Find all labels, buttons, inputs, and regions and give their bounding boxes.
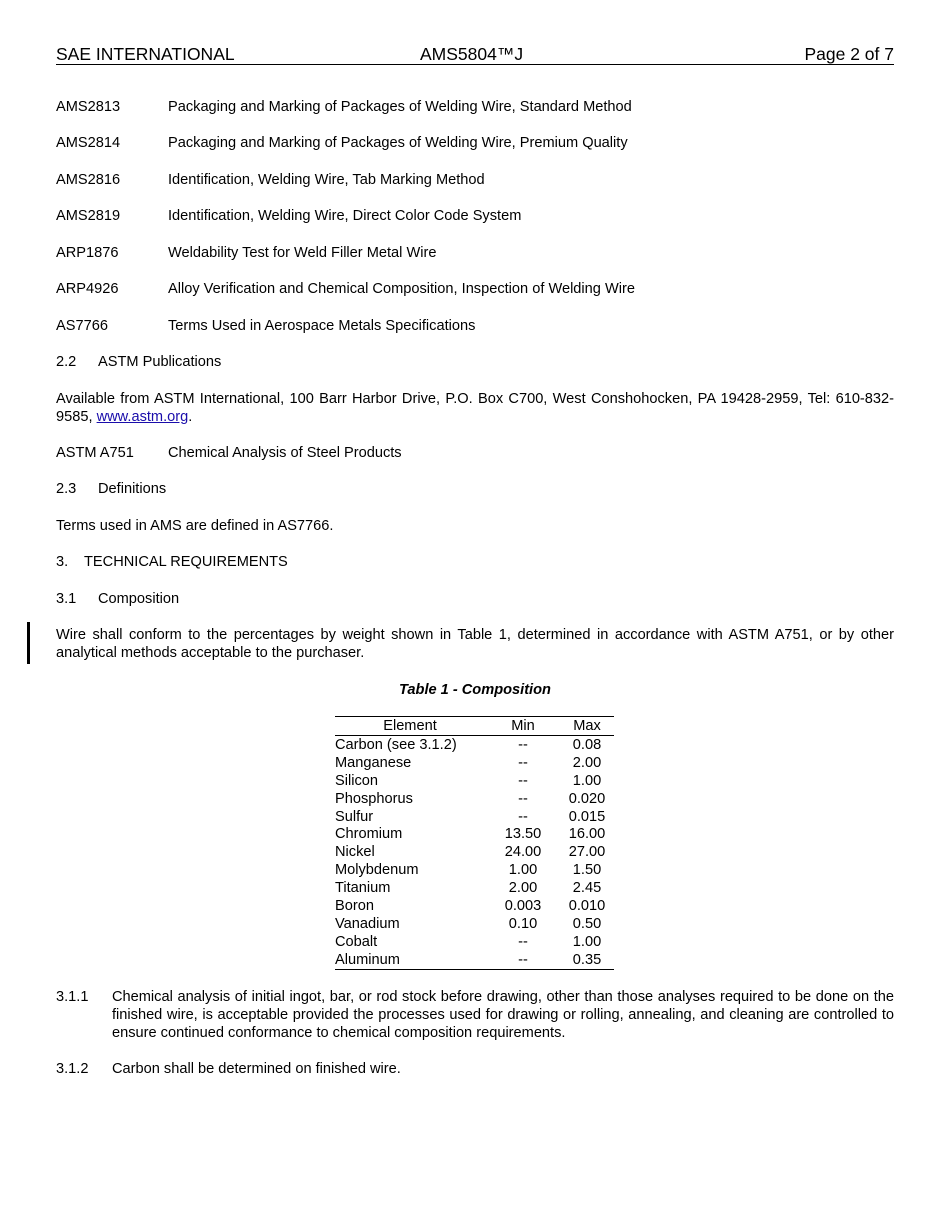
cell-max: 0.020 bbox=[568, 790, 606, 807]
column-header-min: Min bbox=[511, 718, 535, 734]
ref-code: ASTM A751 bbox=[56, 445, 134, 461]
ref-title: Packaging and Marking of Packages of Welding Wire, Premium Quality bbox=[168, 135, 628, 151]
subsection-text: Chemical analysis of initial ingot, bar, or rod stock before drawing, other than those analyses required to be done on the finished wire, is acceptable provided the processes used for drawing or rolling, annealing, and cleaning are controlled to ensure continued conformance to chemical composition requirements. bbox=[112, 989, 894, 1041]
column-header-element: Element bbox=[383, 718, 437, 734]
ref-title: Alloy Verification and Chemical Composition, Inspection of Welding Wire bbox=[168, 281, 635, 297]
ref-title: Terms Used in Aerospace Metals Specifications bbox=[168, 318, 476, 334]
cell-max: 0.08 bbox=[572, 737, 602, 753]
cell-element: Phosphorus bbox=[335, 790, 413, 807]
table-row bbox=[335, 861, 614, 879]
section-heading: Definitions bbox=[98, 481, 167, 497]
section-heading: TECHNICAL REQUIREMENTS bbox=[84, 554, 288, 570]
cell-max: 2.00 bbox=[572, 754, 602, 771]
cell-max: 0.010 bbox=[568, 898, 606, 915]
header-page-number: Page 2 of 7 bbox=[804, 44, 894, 64]
cell-max: 1.00 bbox=[572, 772, 602, 789]
revision-change-bar bbox=[27, 622, 30, 664]
ref-title: Identification, Welding Wire, Tab Marking Method bbox=[168, 172, 485, 188]
cell-min: -- bbox=[518, 933, 528, 950]
ref-title: Weldability Test for Weld Filler Metal Wire bbox=[168, 245, 437, 261]
cell-max: 16.00 bbox=[568, 826, 606, 843]
cell-max: 27.00 bbox=[568, 844, 606, 861]
table-row bbox=[335, 879, 614, 897]
availability-period: . bbox=[188, 409, 193, 425]
cell-element: Boron bbox=[335, 898, 374, 915]
cell-max: 1.00 bbox=[572, 933, 602, 950]
table-row bbox=[335, 772, 614, 790]
subsection-text: Carbon shall be determined on finished wire. bbox=[112, 1061, 401, 1077]
section-number: 2.2 bbox=[56, 354, 77, 370]
header-doc-id: AMS5804™J bbox=[420, 44, 524, 64]
cell-element: Titanium bbox=[335, 880, 391, 897]
definitions-text: Terms used in AMS are defined in AS7766. bbox=[56, 518, 334, 534]
page-header bbox=[56, 44, 894, 65]
ref-title: Identification, Welding Wire, Direct Color Code System bbox=[168, 208, 522, 224]
header-org: SAE INTERNATIONAL bbox=[56, 44, 235, 64]
ref-code: ARP1876 bbox=[56, 245, 119, 261]
cell-min: -- bbox=[518, 754, 528, 771]
cell-element: Aluminum bbox=[335, 951, 400, 968]
table-row bbox=[335, 736, 614, 754]
cell-element: Silicon bbox=[335, 772, 378, 789]
astm-link[interactable]: www.astm.org bbox=[96, 409, 189, 425]
cell-element: Cobalt bbox=[335, 933, 378, 950]
table-row bbox=[335, 843, 614, 861]
cell-max: 0.50 bbox=[572, 915, 602, 932]
cell-element: Nickel bbox=[335, 844, 375, 861]
table-row bbox=[335, 754, 614, 772]
composition-table bbox=[335, 716, 614, 970]
cell-min: 2.00 bbox=[508, 880, 538, 897]
cell-element: Carbon (see 3.1.2) bbox=[335, 737, 457, 753]
cell-max: 0.015 bbox=[568, 808, 606, 825]
table-header-row bbox=[335, 717, 614, 736]
cell-max: 2.45 bbox=[572, 880, 602, 897]
cell-min: 0.10 bbox=[508, 915, 538, 932]
ref-code: AMS2814 bbox=[56, 135, 121, 151]
table-row bbox=[335, 808, 614, 826]
cell-max: 0.35 bbox=[572, 951, 602, 968]
cell-element: Chromium bbox=[335, 826, 403, 843]
cell-min: -- bbox=[518, 951, 528, 968]
table-body bbox=[335, 736, 614, 969]
ref-title: Chemical Analysis of Steel Products bbox=[168, 445, 402, 461]
cell-min: 24.00 bbox=[504, 844, 542, 861]
table-row bbox=[335, 933, 614, 951]
composition-paragraph: Wire shall conform to the percentages by weight shown in Table 1, determined in accordance with ASTM A751, or by other analytical methods acceptable to the purchaser. bbox=[56, 627, 894, 661]
ref-code: AMS2819 bbox=[56, 208, 121, 224]
ref-code: AMS2816 bbox=[56, 172, 121, 188]
cell-element: Manganese bbox=[335, 754, 412, 771]
cell-min: -- bbox=[518, 737, 528, 753]
table-row bbox=[335, 951, 614, 969]
astm-availability-paragraph bbox=[56, 390, 894, 426]
cell-element: Sulfur bbox=[335, 808, 374, 825]
cell-min: 1.00 bbox=[508, 862, 538, 879]
cell-element: Vanadium bbox=[335, 915, 400, 932]
section-number: 3. bbox=[56, 554, 69, 570]
cell-min: 13.50 bbox=[504, 826, 542, 843]
cell-min: -- bbox=[518, 790, 528, 807]
section-heading: Composition bbox=[98, 591, 180, 607]
cell-max: 1.50 bbox=[572, 862, 602, 879]
ref-code: AS7766 bbox=[56, 318, 108, 334]
ref-title: Packaging and Marking of Packages of Welding Wire, Standard Method bbox=[168, 99, 632, 115]
subsection-number: 3.1.1 bbox=[56, 989, 89, 1005]
table-row bbox=[335, 825, 614, 843]
cell-min: -- bbox=[518, 772, 528, 789]
subsection-number: 3.1.2 bbox=[56, 1061, 89, 1077]
section-number: 3.1 bbox=[56, 591, 77, 607]
table-title: Table 1 - Composition bbox=[399, 682, 551, 698]
section-number: 2.3 bbox=[56, 481, 77, 497]
section-heading: ASTM Publications bbox=[98, 354, 222, 370]
cell-min: 0.003 bbox=[504, 898, 542, 915]
availability-text: Available from ASTM International, 100 Barr Harbor Drive, P.O. Box C700, West Conshohocken, PA 19428-2959, Tel: 610-832-9585, bbox=[56, 391, 894, 425]
table-row bbox=[335, 915, 614, 933]
ref-code: AMS2813 bbox=[56, 99, 121, 115]
cell-min: -- bbox=[518, 808, 528, 825]
table-row bbox=[335, 897, 614, 915]
ref-code: ARP4926 bbox=[56, 281, 119, 297]
cell-element: Molybdenum bbox=[335, 862, 419, 879]
column-header-max: Max bbox=[573, 718, 601, 734]
table-row bbox=[335, 790, 614, 808]
